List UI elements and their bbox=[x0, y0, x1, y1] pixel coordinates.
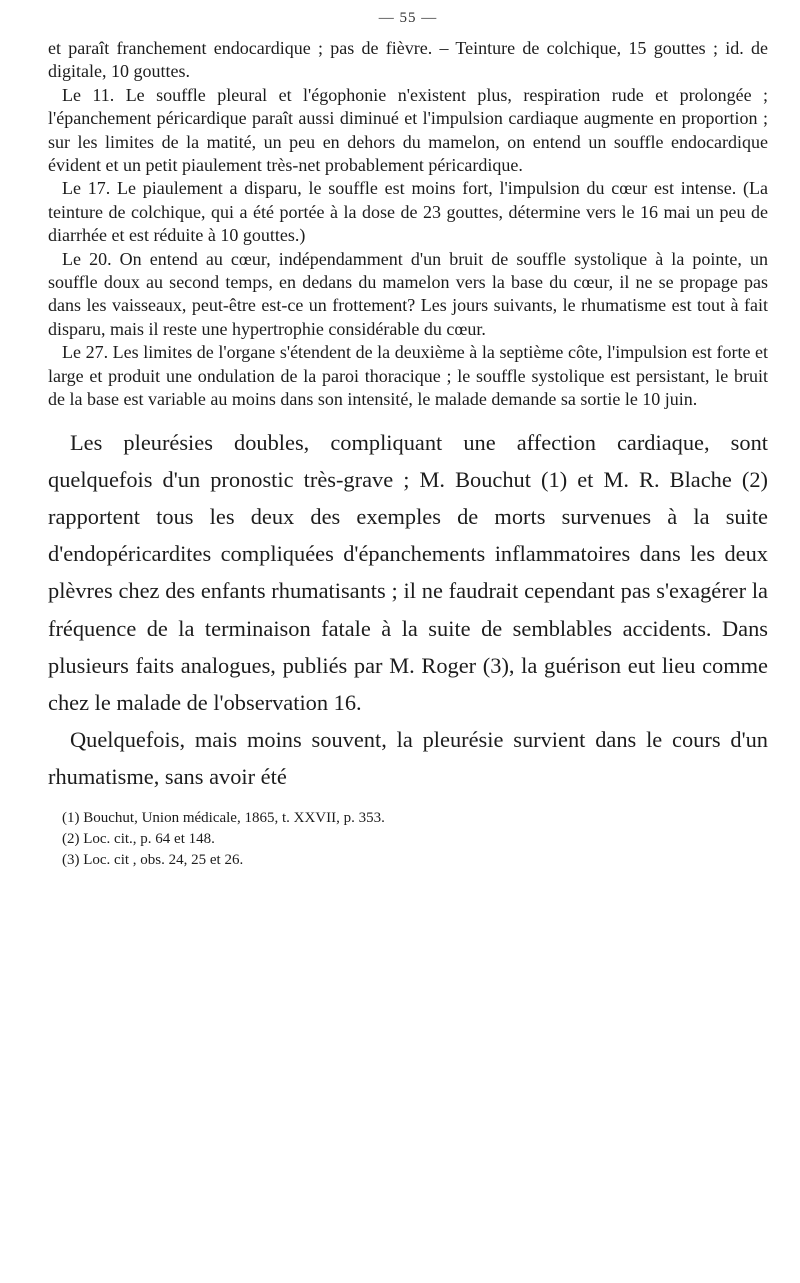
body-paragraph: Les pleurésies doubles, compliquant une affection cardiaque, sont quelquefois d'un pronostic très-grave ; M. Bouchut (1) et M. R. Blache (2) rapportent tous les deux des exemples de morts survenues à la suite d'endopéricardites compliquées d'épanchements inflammatoires dans les deux plèvres chez des enfants rhumatisants ; il ne faudrait cependant pas s'exagérer la fréquence de la terminaison fatale à la suite de semblables accidents. Dans plusieurs faits analogues, publiés par M. Roger (3), la guérison eut lieu comme chez le malade de l'observation 16. bbox=[48, 429, 768, 715]
body-paragraph: Quelquefois, mais moins souvent, la pleurésie survient dans le cours d'un rhumatisme, sans avoir été bbox=[48, 727, 768, 790]
observation-notes bbox=[48, 37, 768, 412]
page-number: — 55 — bbox=[378, 10, 438, 26]
observation-paragraph: et paraît franchement endocardique ; pas de fièvre. – Teinture de colchique, 15 gouttes ; id. de digitale, 10 gouttes. bbox=[48, 38, 768, 82]
main-text bbox=[48, 424, 768, 796]
footnotes bbox=[48, 808, 768, 871]
observation-paragraph: Le 11. Le souffle pleural et l'égophonie n'existent plus, respiration rude et prolongée ; l'épanchement péricardique paraît aussi diminué et l'impulsion cardiaque augmente en proportion ; sur les limites de la matité, un peu en dehors du mamelon, on entend un souffle endocardique évident et un petit piaulement très-net probablement péricardique. bbox=[48, 84, 768, 176]
observation-paragraph: Le 20. On entend au cœur, indépendamment d'un bruit de souffle systolique à la pointe, un souffle doux au second temps, en dedans du mamelon vers la base du cœur, il ne se propage pas dans les vaisseaux, peut-être est-ce un frottement? Les jours suivants, le rhumatisme est tout à fait disparu, mais il reste une hypertrophie considérable du cœur. bbox=[48, 248, 768, 339]
footnote: (3) Loc. cit , obs. 24, 25 et 26. bbox=[62, 851, 244, 868]
footnote: (2) Loc. cit., p. 64 et 148. bbox=[62, 830, 215, 847]
observation-paragraph: Le 17. Le piaulement a disparu, le souffle est moins fort, l'impulsion du cœur est intense. (La teinture de colchique, qui a été portée à la dose de 23 gouttes, détermine vers le 16 mai un peu de diarrhée et est réduite à 10 gouttes.) bbox=[48, 178, 768, 246]
footnote: (1) Bouchut, Union médicale, 1865, t. XXVII, p. 353. bbox=[62, 809, 385, 826]
observation-paragraph: Le 27. Les limites de l'organe s'étendent de la deuxième à la septième côte, l'impulsion est forte et large et produit une ondulation de la paroi thoracique ; le souffle systolique est persistant, le bruit de la base est variable au moins dans son intensité, le malade demande sa sortie le 10 juin. bbox=[48, 342, 768, 410]
book-page bbox=[48, 10, 768, 871]
